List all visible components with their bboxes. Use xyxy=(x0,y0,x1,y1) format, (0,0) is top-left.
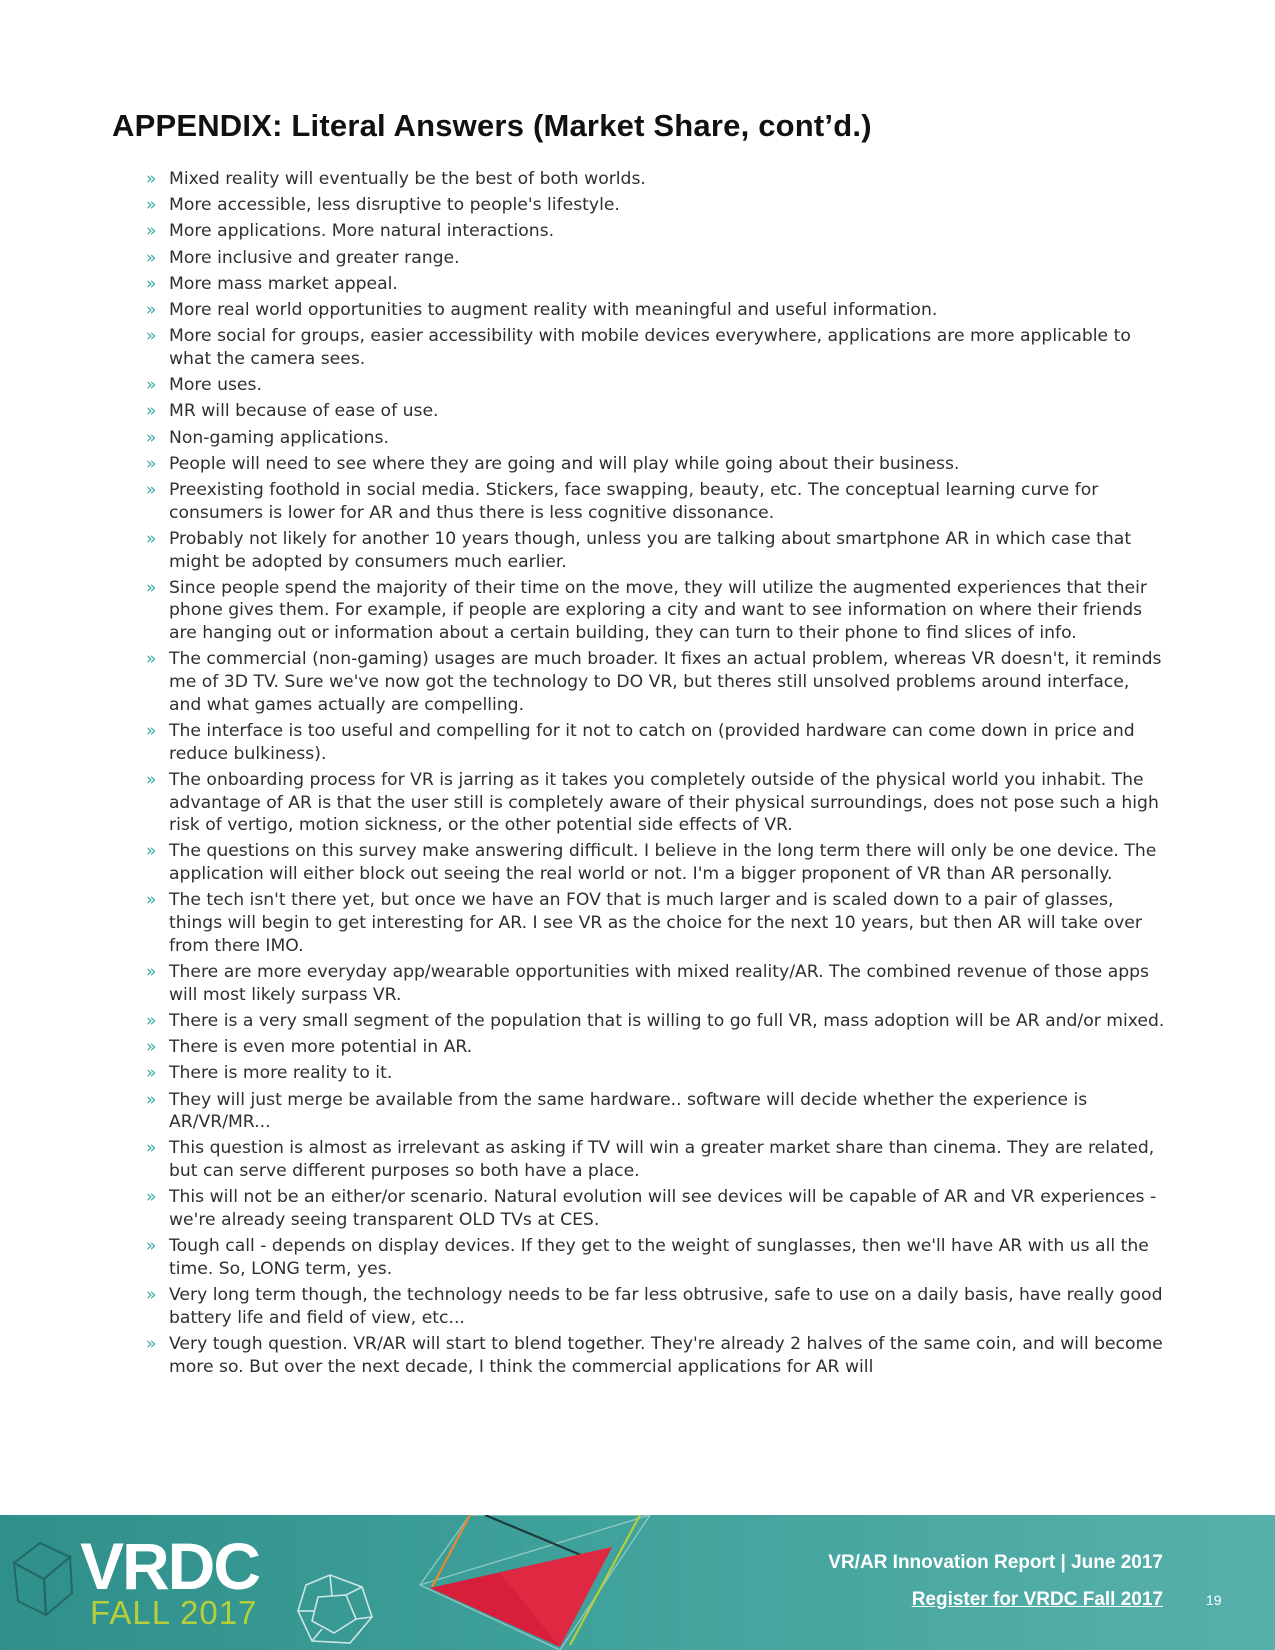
list-item xyxy=(146,1010,1166,1033)
list-item xyxy=(146,1333,1166,1378)
list-item xyxy=(146,1089,1166,1134)
list-item xyxy=(146,1284,1166,1329)
list-item-text: There is more reality to it. xyxy=(169,1063,393,1084)
list-item-text: This question is almost as irrelevant as asking if TV will win a greater market share than cinema. They are related, but can serve different purposes so both have a place. xyxy=(169,1138,1155,1182)
list-item-text: People will need to see where they are going and will play while going about their business. xyxy=(169,453,960,474)
list-item xyxy=(146,194,1166,217)
list-item xyxy=(146,840,1166,885)
bullet-icon: » xyxy=(146,769,157,790)
list-item xyxy=(146,1235,1166,1280)
list-item-text: Very tough question. VR/AR will start to blend together. They're already 2 halves of the same coin, and will become more so. But over the next decade, I think the commercial applications for AR will xyxy=(169,1334,1163,1377)
list-item xyxy=(146,648,1166,716)
list-item-text: This will not be an either/or scenario. Natural evolution will see devices will be capable of AR and VR experiences - we're already seeing transparent OLD TVs at CES. xyxy=(169,1187,1157,1231)
dodecahedron-icon xyxy=(298,1575,372,1643)
vrdc-logo: VRDC xyxy=(80,1529,260,1603)
list-item-text: There is even more potential in AR. xyxy=(169,1037,473,1058)
bullet-icon: » xyxy=(146,841,157,862)
bullet-icon: » xyxy=(146,1037,157,1058)
bullet-icon: » xyxy=(146,401,157,422)
bullet-icon: » xyxy=(146,221,157,242)
list-item-text: Preexisting foothold in social media. Stickers, face swapping, beauty, etc. The conceptual learning curve for consumers is lower for AR and thus there is less cognitive dissonance. xyxy=(169,479,1099,523)
list-item-text: More inclusive and greater range. xyxy=(169,247,460,268)
list-item-text: More social for groups, easier accessibility with mobile devices everywhere, applications are more applicable to what the camera sees. xyxy=(169,326,1131,369)
list-item xyxy=(146,528,1166,573)
list-item xyxy=(146,427,1166,450)
list-item xyxy=(146,299,1166,322)
bullet-icon: » xyxy=(146,453,157,474)
list-item-text: Non-gaming applications. xyxy=(169,427,389,448)
list-item xyxy=(146,168,1166,191)
list-item xyxy=(146,325,1166,370)
vrdc-logo-subtitle: FALL 2017 xyxy=(90,1594,258,1631)
list-item-text: More uses. xyxy=(169,375,262,396)
list-item-text: The questions on this survey make answering difficult. I believe in the long term there will only be one device. The application will either block out seeing the real world or not. I'm a bigger proponent of VR than AR personally. xyxy=(169,841,1157,885)
bullet-icon: » xyxy=(146,1187,157,1208)
list-item-text: Probably not likely for another 10 years though, unless you are talking about smartphone AR in which case that might be adopted by consumers much earlier. xyxy=(169,528,1132,572)
list-item-text: Mixed reality will eventually be the best of both worlds. xyxy=(169,169,646,189)
list-item xyxy=(146,1036,1166,1059)
list-item xyxy=(146,273,1166,296)
list-item xyxy=(146,479,1166,524)
list-item-text: Very long term though, the technology needs to be far less obtrusive, safe to use on a daily basis, have really good battery life and field of view, etc... xyxy=(169,1285,1163,1328)
bullet-icon: » xyxy=(146,1010,157,1031)
bullet-icon: » xyxy=(146,300,157,321)
list-item xyxy=(146,247,1166,270)
bullet-icon: » xyxy=(146,890,157,911)
bullet-icon: » xyxy=(146,326,157,347)
report-title: VR/AR Innovation Report | June 2017 xyxy=(828,1552,1163,1573)
bullet-icon: » xyxy=(146,528,157,549)
bullet-icon: » xyxy=(146,375,157,396)
cube-icon xyxy=(14,1543,72,1615)
list-item xyxy=(146,769,1166,837)
bullet-icon: » xyxy=(146,1089,157,1110)
bullet-icon: » xyxy=(146,169,157,189)
list-item-text: They will just merge be available from the same hardware.. software will decide whether the experience is AR/VR/MR... xyxy=(169,1089,1088,1133)
bullet-icon: » xyxy=(146,1138,157,1159)
bullet-icon: » xyxy=(146,247,157,268)
bullet-icon: » xyxy=(146,273,157,294)
list-item xyxy=(146,1062,1166,1085)
list-item-text: Tough call - depends on display devices. If they get to the weight of sunglasses, then we'll have AR with us all the time. So, LONG term, yes. xyxy=(169,1236,1149,1279)
list-item-text: More applications. More natural interactions. xyxy=(169,221,555,242)
list-item xyxy=(146,374,1166,397)
list-item-text: MR will because of ease of use. xyxy=(169,401,439,422)
list-item xyxy=(146,720,1166,765)
register-link[interactable]: Register for VRDC Fall 2017 xyxy=(911,1589,1163,1610)
list-item xyxy=(146,1137,1166,1182)
list-item-text: There is a very small segment of the population that is willing to go full VR, mass adoption will be AR and/or mixed. xyxy=(169,1010,1165,1031)
page-title: APPENDIX: Literal Answers (Market Share, cont’d.) xyxy=(112,108,872,143)
page-number: 19 xyxy=(1206,1592,1222,1608)
bullet-icon: » xyxy=(146,1285,157,1306)
list-item xyxy=(146,961,1166,1006)
footer-banner xyxy=(0,1515,1275,1650)
list-item-text: The onboarding process for VR is jarring as it takes you completely outside of the physical world you inhabit. The advantage of AR is that the user still is completely aware of their physical surroundings, does not pose such a high risk of vertigo, motion sickness, or the other potential side effects of VR. xyxy=(169,769,1159,836)
list-item-text: The interface is too useful and compelling for it not to catch on (provided hardware can come down in price and reduce bulkiness). xyxy=(169,720,1135,764)
answers-list xyxy=(146,168,1166,1382)
list-item xyxy=(146,1186,1166,1231)
bullet-icon: » xyxy=(146,577,157,598)
bullet-icon: » xyxy=(146,1236,157,1257)
list-item xyxy=(146,400,1166,423)
list-item-text: More real world opportunities to augment reality with meaningful and useful information. xyxy=(169,300,938,321)
list-item xyxy=(146,577,1166,645)
list-item-text: Since people spend the majority of their time on the move, they will utilize the augmented experiences that their phone gives them. For example, if people are exploring a city and want to see information on where their friends are hanging out or information about a certain building, they can turn to their phone to find slices of info. xyxy=(169,577,1147,644)
list-item-text: More accessible, less disruptive to people's lifestyle. xyxy=(169,195,620,216)
bullet-icon: » xyxy=(146,649,157,670)
list-item xyxy=(146,453,1166,476)
bullet-icon: » xyxy=(146,195,157,216)
list-item-text: The commercial (non-gaming) usages are much broader. It fixes an actual problem, whereas VR doesn't, it reminds me of 3D TV. Sure we've now got the technology to DO VR, but theres still unsolved problems around interface, and what games actually are compelling. xyxy=(169,649,1162,715)
list-item-text: The tech isn't there yet, but once we have an FOV that is much larger and is scaled down to a pair of glasses, things will begin to get interesting for AR. I see VR as the choice for the next 10 years, but then AR will take over from there IMO. xyxy=(169,890,1142,956)
list-item-text: There are more everyday app/wearable opportunities with mixed reality/AR. The combined revenue of those apps will most likely surpass VR. xyxy=(169,962,1149,1005)
bullet-icon: » xyxy=(146,720,157,741)
list-item xyxy=(146,889,1166,957)
bullet-icon: » xyxy=(146,962,157,982)
list-item xyxy=(146,220,1166,243)
bullet-icon: » xyxy=(146,1334,157,1355)
list-item-text: More mass market appeal. xyxy=(169,273,398,294)
bullet-icon: » xyxy=(146,1063,157,1084)
bullet-icon: » xyxy=(146,427,157,448)
bullet-icon: » xyxy=(146,479,157,500)
